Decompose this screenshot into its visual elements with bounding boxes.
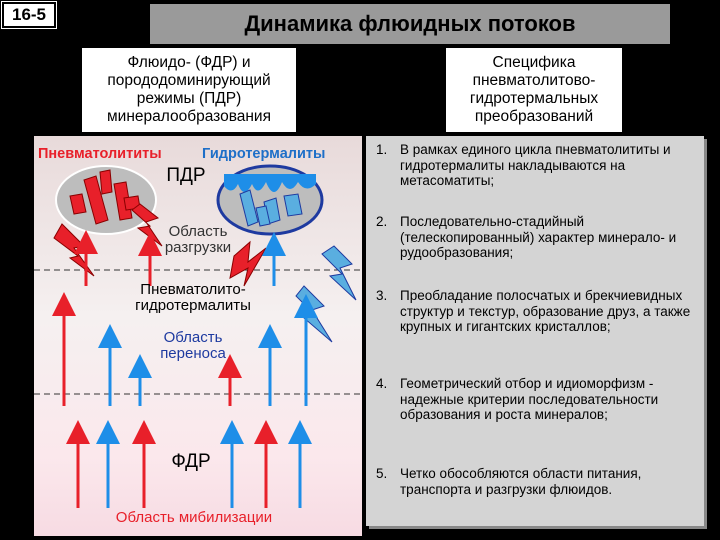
list-item: 4. Геометрический отбор и идиоморфизм - надежные критерии последовательности образования и роста минералов; (376, 376, 659, 422)
pdr-label: ПДР (166, 165, 206, 186)
blue-bolt-lower (296, 286, 332, 342)
specifics-panel (366, 136, 704, 526)
slide-number: 16-5 (2, 2, 56, 28)
fluid-flow-diagram (34, 136, 362, 536)
left-heading-box: Флюидо- (ФДР) и порододоминирующий режимы (ПДР) минералообразования (82, 48, 296, 132)
list-item: 2. Последовательно-стадийный (телескопированный) характер минерало- и рудообразования; (376, 214, 677, 260)
list-item: 1. В рамках единого цикла пневматолититы и гидротермалиты накладываются на метасоматиты; (376, 142, 671, 188)
transfer-area-label: Область переноса (160, 329, 226, 362)
blue-bolt-right (322, 246, 356, 300)
page-title: Динамика флюидных потоков (150, 4, 670, 44)
discharge-area-label: Область разгрузки (164, 223, 232, 256)
mobilization-area-label: Область мибилизации (115, 509, 273, 526)
pneumatolites-label: Пневматолититы (38, 146, 162, 162)
list-item: 3. Преобладание полосчатых и брекчиевидных структур и текстур, образование друз, а также крупных и гигантских кристаллов; (376, 288, 691, 334)
pneumato-hydro-label: Пневматолито-гидротермалиты (135, 281, 251, 314)
hydrothermalites-label: Гидротермалиты (202, 146, 326, 162)
fdr-label: ФДР (171, 451, 211, 472)
right-heading-box: Специфика пневматолитово-гидротермальных преобразований (446, 48, 622, 132)
list-item: 5. Четко обособляются области питания, транспорта и разгрузки флюидов. (376, 466, 642, 497)
